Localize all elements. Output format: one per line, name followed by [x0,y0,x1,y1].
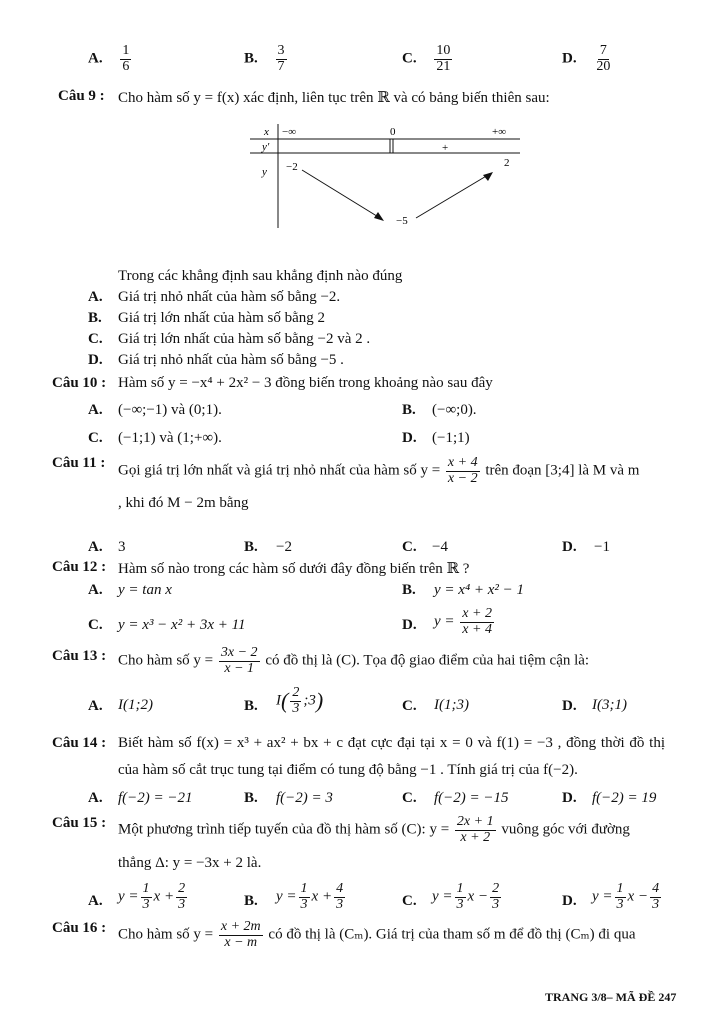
fraction [219,646,260,676]
q12-option-d [402,617,417,634]
option-label: A. [88,790,103,806]
denominator: x − 2 [447,470,478,486]
q9-option-b-text: Giá trị lớn nhất của hàm số bằng 2 [118,310,326,326]
q13-option-a-text: I(1;2) [118,697,153,713]
q15-option-c-expr [432,882,503,912]
expr-prefix: y = [118,888,139,905]
denominator: 3 [300,896,308,912]
numerator: 2 [292,685,300,700]
q11-option-a-text: 3 [118,539,126,555]
option-label: C. [88,617,103,633]
q13-option-c [402,698,417,715]
q14-line2: của hàm số cắt trục tung tại điểm có tung độ bằng −1 . Tính giá trị của f(−2). [118,762,578,778]
q13-option-c-text: I(1;3) [434,697,469,713]
option-label: C. [88,430,103,446]
q14-option-a-text: f(−2) = −21 [118,790,193,806]
expr-mid: x + [153,888,175,905]
option-label: C. [402,539,417,555]
expr-prefix: I [276,692,281,709]
fraction [490,882,501,912]
expr-prefix: y = [276,888,297,905]
numerator: 1 [300,881,308,896]
option-label: A. [88,698,103,714]
q14-option-d [562,790,577,807]
denominator: x + 4 [462,621,492,637]
q12-option-d-expr [434,607,496,637]
q13-line [118,646,589,676]
option-label: B. [244,50,258,67]
expr-suffix: ;3 [303,692,316,709]
yprime-label: y′ [262,141,270,153]
q14-option-d-text: f(−2) = 19 [592,790,657,806]
q13-text-b: có đồ thị là (C). Tọa độ giao điểm của hai tiệm cận là: [265,652,590,669]
numerator: x + 4 [447,455,478,470]
option-label: B. [402,402,416,418]
q8-option-c [402,44,454,74]
q8-option-b [244,44,289,74]
denominator: 6 [122,58,130,74]
y-left-value: −2 [286,161,298,173]
q9-label: Câu 9 : [58,88,105,104]
x-label: x [264,126,269,138]
q15-option-d [562,893,577,910]
q15-option-d-expr [592,882,663,912]
denominator: 3 [336,896,344,912]
numerator: 2 [178,881,186,896]
q10-option-c [88,430,103,447]
numerator: 4 [652,881,660,896]
q10-option-a [88,402,103,419]
q16-label: Câu 16 : [52,920,107,936]
paren-left: ( [281,688,289,714]
expr-prefix: y = [434,613,455,630]
option-label: A. [88,50,103,67]
q10-option-b [402,402,416,419]
fraction [290,686,301,716]
option-label: A. [88,402,103,418]
q16-text-a: Cho hàm số y = [118,926,214,943]
option-label: D. [88,352,103,368]
q14-option-b-text: f(−2) = 3 [276,790,333,806]
q10-option-b-text: (−∞;0). [432,402,477,418]
q11-option-b [244,539,258,556]
option-label: B. [244,893,258,909]
q13-option-b [244,698,258,715]
decreasing-arrow [302,170,380,218]
arrow-head [374,212,384,221]
q14-option-c [402,790,417,807]
q11-line2: , khi đó M − 2m bằng [118,495,249,511]
x-left-value: −∞ [282,126,297,138]
q11-option-d [562,539,577,556]
option-label: A. [88,582,103,598]
numerator: 1 [122,43,130,58]
option-label: D. [402,430,417,446]
fraction [594,44,612,74]
option-label: B. [244,539,258,555]
q15-text-b: vuông góc với đường [501,821,630,838]
option-label: B. [244,790,258,806]
numerator: x + 2m [220,919,261,934]
q10-label: Câu 10 : [52,375,107,391]
option-label: D. [562,698,577,714]
arrow-head [483,172,493,181]
q15-label: Câu 15 : [52,815,107,831]
q10-option-a-text: (−∞;−1) và (0;1). [118,402,222,418]
q9-option-c [88,331,103,348]
increasing-arrow [416,175,488,218]
option-label: D. [562,893,577,909]
q15-option-a-expr [118,882,189,912]
q15-option-a [88,893,103,910]
option-label: A. [88,893,103,909]
fraction [460,607,494,637]
q15-option-b-expr [276,882,347,912]
denominator: 3 [492,896,500,912]
option-label: D. [562,50,577,67]
option-label: C. [402,893,417,909]
expr-prefix: y = [432,888,453,905]
denominator: 3 [616,896,624,912]
fraction [434,44,452,74]
fraction [650,882,661,912]
q9-option-a [88,289,103,306]
q11-text-b: trên đoạn [3;4] là M và m [485,462,640,479]
q15-line1 [118,815,630,845]
q9-text: Cho hàm số y = f(x) xác định, liên tục trên ℝ và có bảng biến thiên sau: [118,90,550,106]
q11-option-a [88,539,103,556]
q12-option-c-text: y = x³ − x² + 3x + 11 [118,617,246,633]
q12-option-b-text: y = x⁴ + x² − 1 [434,582,525,598]
denominator: 3 [652,896,660,912]
q14-option-a [88,790,103,807]
variation-table [248,120,523,232]
y-right-value: 2 [504,157,510,169]
option-label: B. [402,582,416,598]
fraction [219,920,263,950]
q9-option-b [88,310,102,327]
q14-option-c-text: f(−2) = −15 [434,790,509,806]
denominator: 7 [277,58,285,74]
q10-option-d [402,430,417,447]
q12-option-b [402,582,416,599]
numerator: 1 [616,881,624,896]
q10-option-d-text: (−1;1) [432,430,470,446]
q11-option-b-text: −2 [276,539,292,555]
expr-mid: x − [467,888,489,905]
option-label: A. [88,539,103,555]
fraction [446,456,480,486]
fraction [455,882,466,912]
q11-option-d-text: −1 [594,539,610,555]
option-label: D. [402,617,417,633]
q9-option-d-text: Giá trị nhỏ nhất của hàm số bằng −5 . [118,352,344,368]
fraction [120,44,131,74]
numerator: 4 [336,881,344,896]
expr-mid: x + [311,888,333,905]
q13-option-d [562,698,577,715]
y-label: y [262,166,267,178]
numerator: 2x + 1 [456,814,494,829]
option-label: B. [244,698,258,714]
x-right-value: +∞ [492,126,507,138]
q8-option-a [88,44,133,74]
y-bottom-value: −5 [396,215,408,227]
denominator: 3 [456,896,464,912]
numerator: 1 [142,881,150,896]
option-label: C. [402,698,417,714]
fraction [334,882,345,912]
q11-label: Câu 11 : [52,455,106,471]
q11-option-c [402,539,417,556]
q12-text: Hàm số nào trong các hàm số dưới đây đồng biến trên ℝ ? [118,561,470,577]
q14-option-b [244,790,258,807]
fraction [455,815,496,845]
q16-text-b: có đồ thị là (Cₘ). Giá trị của tham số m để đồ thị (Cₘ) đi qua [268,926,636,943]
denominator: 21 [436,58,451,74]
q12-label: Câu 12 : [52,559,107,575]
denominator: x − m [224,934,258,950]
fraction [299,882,310,912]
q14-line1: Biết hàm số f(x) = x³ + ax² + bx + c đạt cực đại tại x = 0 và f(1) = −3 , đồng thời đồ thị [118,735,666,751]
x-mid-value: 0 [390,126,396,138]
paren-right: ) [315,688,324,714]
fraction [276,44,287,74]
numerator: 7 [599,43,607,58]
q13-text-a: Cho hàm số y = [118,652,214,669]
page-footer: TRANG 3/8– MÃ ĐỀ 247 [545,990,677,1004]
q10-option-c-text: (−1;1) và (1;+∞). [118,430,222,446]
q15-line2: thẳng Δ: y = −3x + 2 là. [118,855,262,871]
numerator: 3 [277,43,285,58]
option-label: C. [402,790,417,806]
denominator: 20 [596,58,611,74]
numerator: 1 [456,881,464,896]
numerator: 10 [436,43,451,58]
q16-line1 [118,920,636,950]
option-label: D. [562,539,577,555]
option-label: D. [562,790,577,806]
q9-option-c-text: Giá trị lớn nhất của hàm số bằng −2 và 2 . [118,331,371,347]
denominator: x − 1 [224,660,255,676]
option-label: C. [88,331,103,347]
yprime-sign: + [442,142,449,154]
q12-option-a [88,582,103,599]
q9-option-d [88,352,103,369]
expr-prefix: y = [592,888,613,905]
q15-option-c [402,893,417,910]
fraction [615,882,626,912]
q12-option-c [88,617,103,634]
option-label: C. [402,50,417,67]
denominator: 3 [142,896,150,912]
q9-option-a-text: Giá trị nhỏ nhất của hàm số bằng −2. [118,289,341,305]
numerator: 3x − 2 [220,645,258,660]
q11-option-c-text: −4 [432,539,448,555]
q12-option-a-text: y = tan x [118,582,172,598]
denominator: 3 [292,700,300,716]
q10-text: Hàm số y = −x⁴ + 2x² − 3 đồng biến trong khoảng nào sau đây [118,375,493,391]
q9-stem: Trong các khẳng định sau khẳng định nào đúng [118,268,403,284]
q15-option-b [244,893,258,910]
denominator: 3 [178,896,186,912]
numerator: 2 [492,881,500,896]
q14-label: Câu 14 : [52,735,107,751]
fraction [176,882,187,912]
q15-text-a: Một phương trình tiếp tuyến của đồ thị hàm số (C): y = [118,821,450,838]
numerator: x + 2 [462,606,492,621]
denominator: x + 2 [460,829,491,845]
option-label: B. [88,310,102,326]
q13-option-d-text: I(3;1) [592,697,627,713]
q8-option-d [562,44,614,74]
option-label: A. [88,289,103,305]
q13-label: Câu 13 : [52,648,107,664]
expr-mid: x − [627,888,649,905]
fraction [141,882,152,912]
q11-line1 [118,456,639,486]
q13-option-a [88,698,103,715]
q11-text-a: Gọi giá trị lớn nhất và giá trị nhỏ nhất của hàm số y = [118,462,441,479]
q13-option-b-expr [276,686,323,716]
